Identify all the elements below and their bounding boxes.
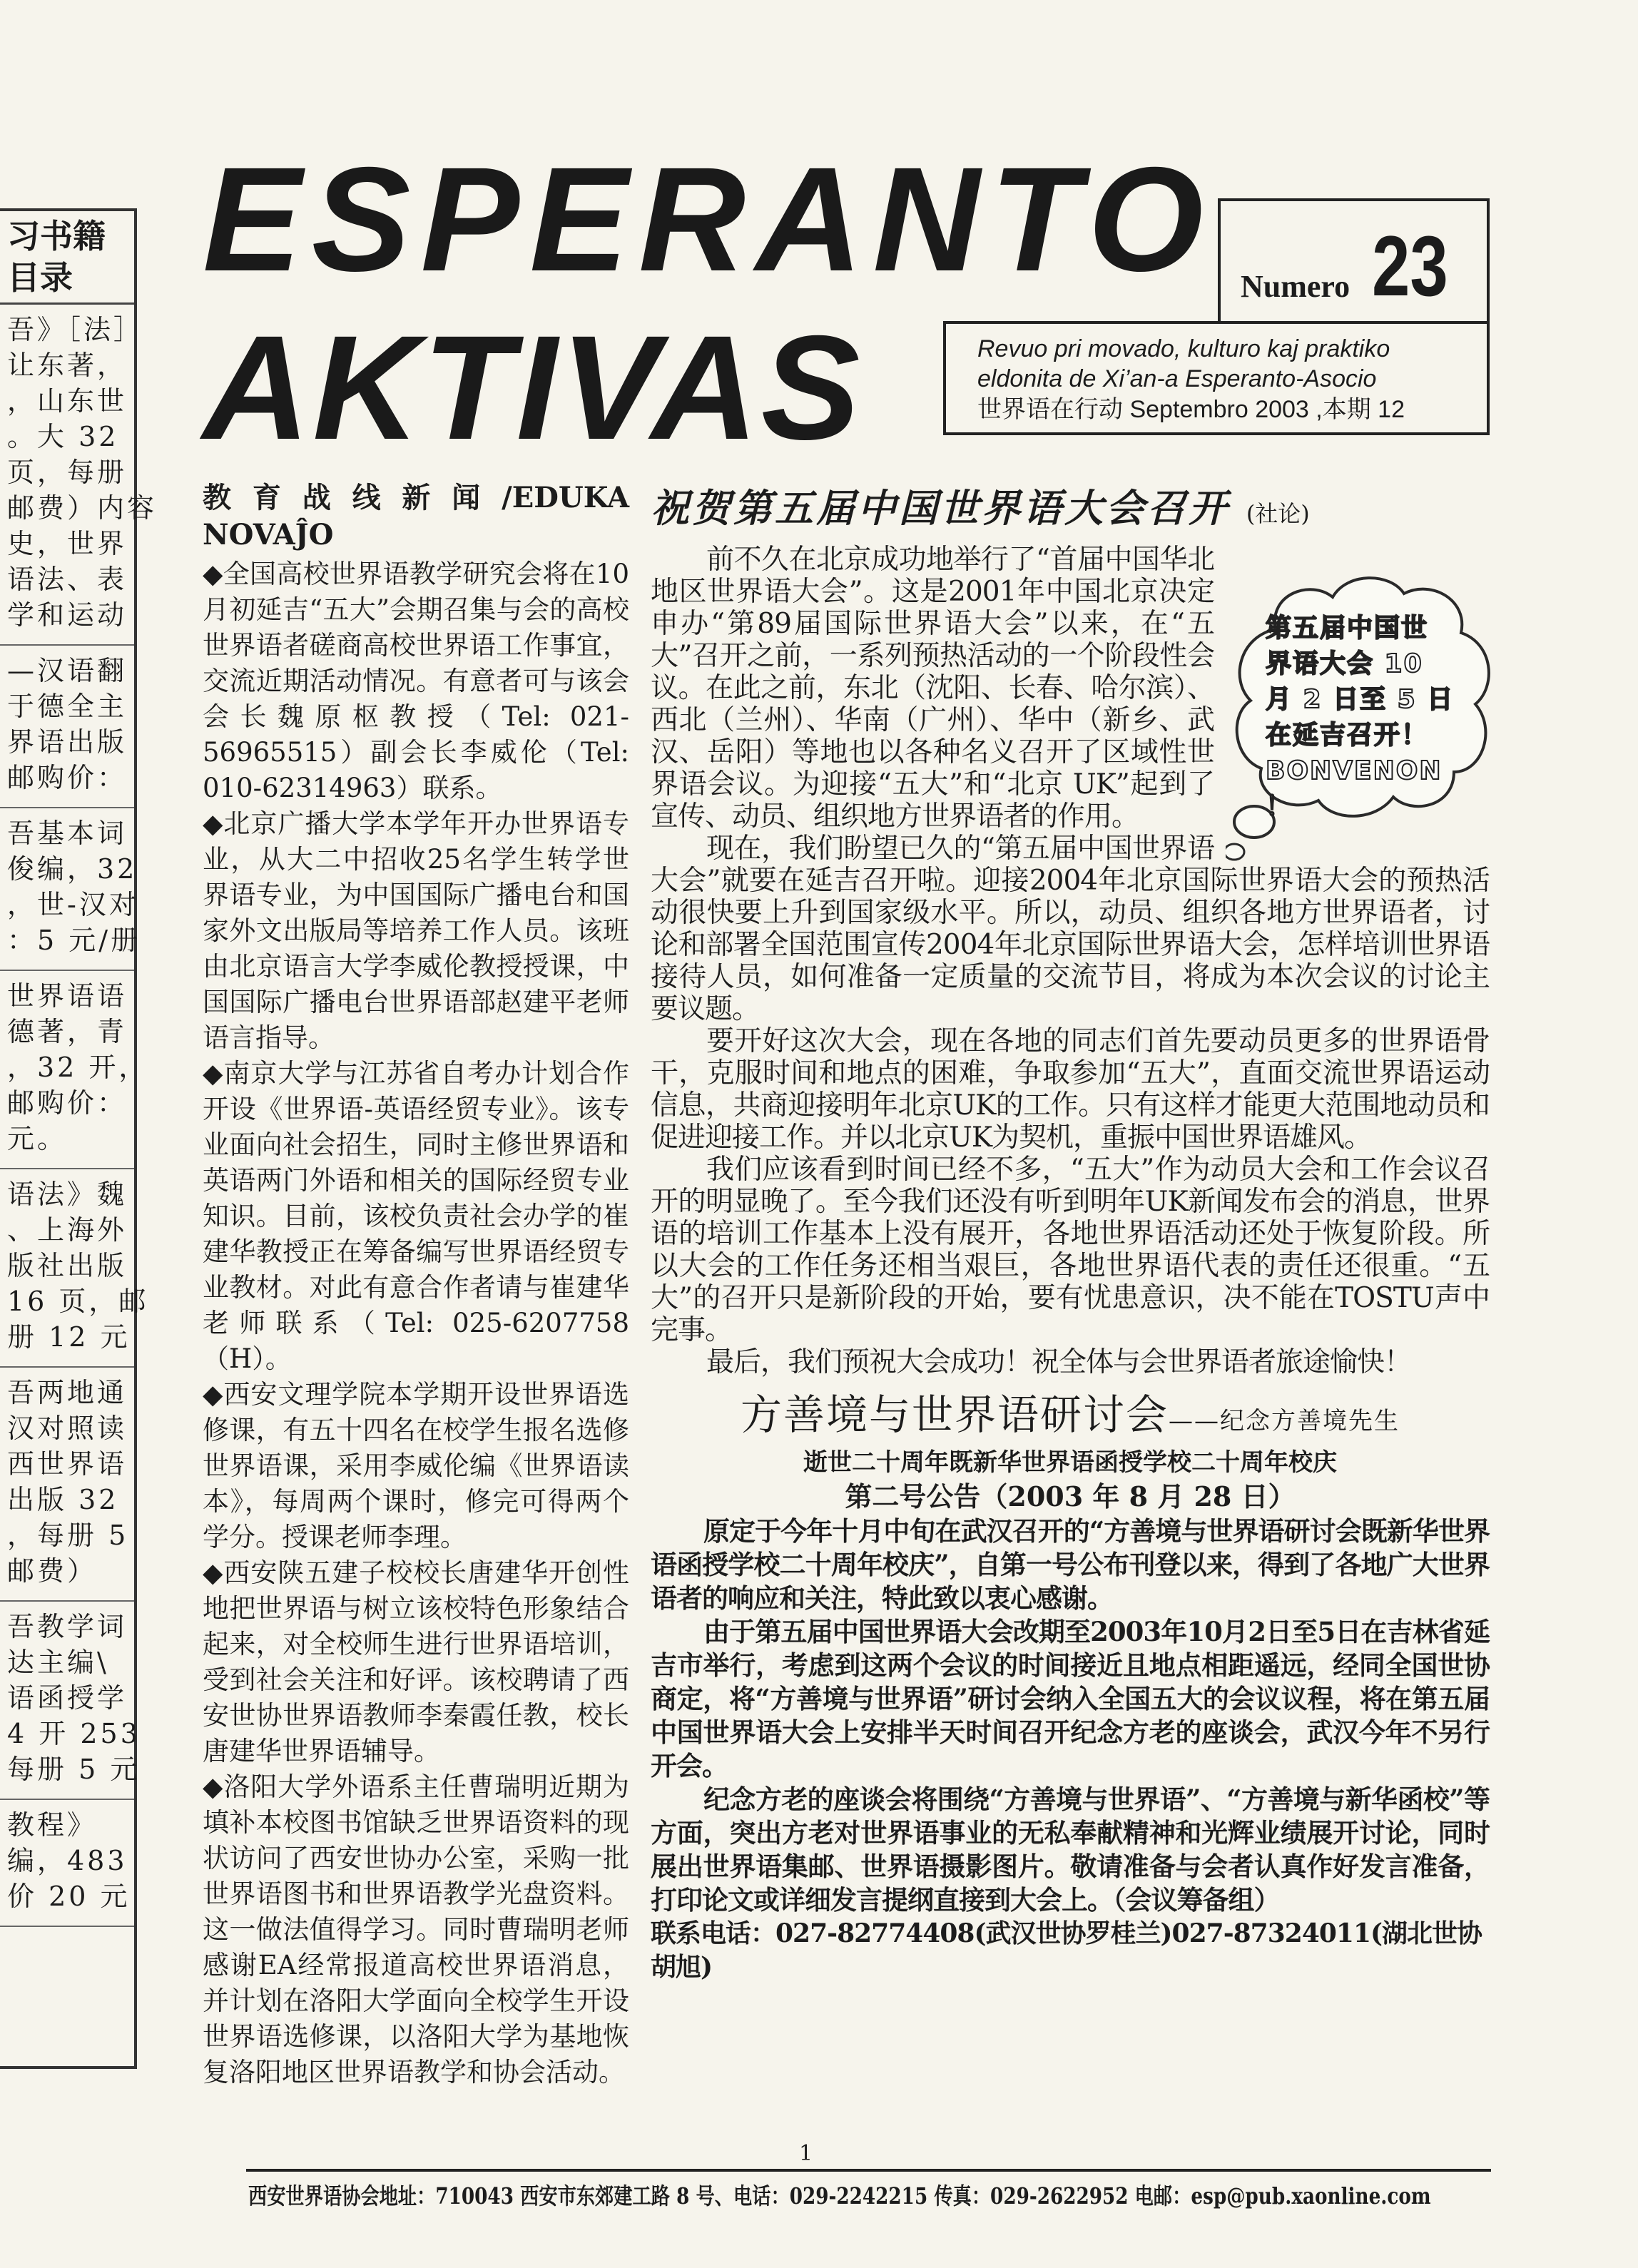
education-news-column (203, 479, 629, 2090)
catalog-entry-line: 让东著， (7, 350, 128, 381)
catalog-entry-line: 学和运动 (7, 599, 128, 631)
catalog-entry-line: 史，世界 (7, 528, 128, 559)
editorial-paragraph: 最后，我们预祝大会成功！祝全体与会世界语者旅途愉快！ (706, 1346, 1412, 1378)
catalog-entry-line: 教程》 (7, 1809, 98, 1841)
editorial-paragraph: 要开好这次大会，现在各地的同志们首先要动员更多的世界语骨干，克服时间和地点的困难，争取参加“五大”，直面交流世界语运动信息，共商迎接明年北京UK的工作。只有这样才能更大范围地动员和促进迎接工作。并以北京UK为契机，重振中国世界语雄风。 (651, 1025, 1490, 1154)
catalog-entry (0, 1368, 134, 1602)
catalog-entry-line: ：5 元/册 (7, 925, 141, 956)
catalog-entry-line: 邮购价： (7, 1087, 128, 1119)
subtitle-line: eldonita de Xi’an-a Esperanto-Asocio (977, 365, 1377, 392)
cloud-line: BONVENON ！ (1266, 756, 1443, 821)
masthead-subtitle-box (943, 321, 1490, 435)
catalog-entry-line: 价 20 元 (7, 1881, 131, 1912)
catalog-entry-line: 邮购价： (7, 762, 128, 793)
catalog-entry (0, 646, 134, 808)
catalog-entry-line: 界语出版 (7, 726, 128, 758)
news-item: ◆北京广播大学本学年开办世界语专业，从大二中招收25名学生转学世界语专业，为中国国际广播电台和国家外文出版局等培养工作人员。该班由北京语言大学李威伦教授授课，中国国际广播电台世界语部赵建平老师语言指导。 (203, 808, 629, 1053)
catalog-entry-line: 于德全主 (7, 691, 128, 722)
contact-phone: 联系电话：027-82774408(武汉世协罗桂兰)027-87324011(湖北世协胡旭) (651, 1918, 1482, 1982)
catalog-entry (0, 1602, 141, 1800)
catalog-entry-line: 吾教学词 (7, 1611, 128, 1642)
cloud-line: 月 2 日至 5 日 (1266, 685, 1455, 714)
announcement-notice-number: 第二号公告（2003 年 8 月 28 日） (845, 1480, 1296, 1512)
catalog-entry-line: 俊编，32 (7, 853, 138, 885)
catalog-entry-line: 版社出版 (7, 1250, 128, 1281)
masthead-title-line1: ESPERANTO (203, 137, 1214, 302)
catalog-entry-line: 、上海外 (7, 1214, 128, 1246)
catalog-entries (0, 305, 158, 1927)
catalog-entry-line: 世界语语 (7, 980, 128, 1012)
catalog-entry-line: 16 页，邮 (7, 1286, 149, 1317)
news-column-heading: 教育战线新闻/EDUKA NOVAĴO (203, 481, 629, 551)
announcement-subtitle: 逝世二十周年既新华世界语函授学校二十周年校庆 (803, 1448, 1337, 1477)
announcement-paragraph: 由于第五届中国世界语大会改期至2003年10月2日至5日在吉林省延吉市举行，考虑到这两个会议的时间接近且地点相距遥远，经同全国世协商定，将“方善境与世界语”研讨会纳入全国五大的会议议程，将在第五届中国世界语大会上安排半天时间召开纪念方老的座谈会，武汉今年不另行开会。 (651, 1616, 1490, 1781)
subtitle-line: Revuo pri movado, kulturo kaj praktiko (977, 335, 1390, 362)
catalog-entry (0, 808, 141, 971)
editorial-paragraph: 我们应该看到时间已经不多，“五大”作为动员大会和工作会议召开的明显晚了。至今我们还没有听到明年UK新闻发布会的消息，世界语的培训工作基本上没有展开，各地世界语活动还处于恢复阶段。所以大会的工作任务还相当艰巨，各地世界语代表的责任还很重。“五大”的召开只是新阶段的开始，要有忧患意识，决不能在TOSTU声中完事。 (651, 1154, 1490, 1346)
announcement-cloud-bubble (1226, 565, 1497, 865)
catalog-entry-line: 语法、表 (7, 564, 128, 595)
editorial-tag: (社论) (1246, 500, 1310, 527)
footer-rule (246, 2169, 1491, 2172)
catalog-heading (0, 211, 134, 305)
catalog-entry-line: 4 开 253 (7, 1718, 141, 1749)
catalog-entry-line: —汉语翻 (7, 655, 128, 686)
issue-number: 23 (1372, 218, 1448, 314)
catalog-entry (0, 305, 158, 646)
news-item: ◆西安文理学院本学期开设世界语选修课，有五十四名在校学生报名选修世界语课，采用李威伦编《世界语读本》，每周两个课时，修完可得两个学分。授课老师李理。 (203, 1379, 629, 1552)
catalog-entry-line: 册 12 元 (7, 1321, 131, 1353)
catalog-entry-line: 西世界语 (7, 1448, 128, 1480)
announcement-header (651, 1390, 1490, 1515)
issue-label: Numero (1241, 269, 1350, 304)
catalog-entry-line: ，世-汉对 (7, 889, 139, 920)
catalog-entry-line: 出版 32 (7, 1484, 119, 1515)
catalog-entry-line: ，山东世 (7, 385, 128, 417)
catalog-entry-line: 页，每册 (7, 457, 128, 488)
catalog-entry-line: 吾基本词 (7, 818, 128, 849)
catalog-entry (0, 1800, 134, 1927)
announcement-title-text: 方善境与世界语研讨会 (740, 1390, 1169, 1439)
catalog-entry-line: 德著，青 (7, 1016, 128, 1047)
cloud-line: 第五届中国世 (1266, 614, 1429, 643)
catalog-entry-line: 达主编\ (7, 1647, 109, 1678)
right-column (651, 485, 1490, 1984)
catalog-entry-line: 。大 32 (7, 421, 119, 452)
news-item: ◆洛阳大学外语系主任曹瑞明近期为填补本校图书馆缺乏世界语资料的现状访问了西安世协办公室，采购一批世界语图书和世界语教学光盘资料。这一做法值得学习。同时曹瑞明老师感谢EA经常报道高校世界语消息，并计划在洛阳大学面向全校学生开设世界语选修课，以洛阳大学为基地恢复洛阳地区世界语教学和协会活动。 (203, 1771, 629, 2088)
cloud-line: 界语大会 10 (1266, 649, 1423, 678)
catalog-entry-line: ，32 开， (7, 1052, 149, 1083)
editorial-paragraph: 现在，我们盼望已久的“第五届中国世界语大会”就要在延吉召开啦。迎接2004年北京国际世界语大会的预热活动很快要上升到国家级水平。所以，动员、组织各地方世界语者，讨论和部署全国范围宣传2004年北京国际世界语大会，怎样培训世界语接待人员，如何准备一定质量的交流节目，将成为本次会议的讨论主要议题。 (651, 833, 1490, 1025)
editorial-title-text: 祝贺第五届中国世界语大会召开 (651, 485, 1230, 531)
catalog-entry-line: 汉对照读 (7, 1413, 128, 1444)
catalog-entry-line: 语法》魏 (7, 1179, 128, 1210)
news-item: ◆西安陕五建子校校长唐建华开创性地把世界语与树立该校特色形象结合起来，对全校师生进行世界语培训，受到社会关注和好评。该校聘请了西安世协世界语教师李秦霞任教，校长唐建华世界语辅导。 (203, 1557, 629, 1766)
catalog-entry-line: 邮费）内容 (7, 492, 158, 524)
announcement-paragraph: 原定于今年十月中旬在武汉召开的“方善境与世界语研讨会既新华世界语函授学校二十周年校庆”，自第一号公布刊登以来，得到了各地广大世界语者的响应和关注，特此致以衷心感谢。 (651, 1515, 1490, 1614)
catalog-entry-line: ，每册 5 (7, 1520, 129, 1551)
footer-address: 西安世界语协会地址：710043 西安市东郊建工路 8 号、电话：029-2242215 传真：029-2622952 电邮：esp@pub.xaonline.com (248, 2182, 1431, 2209)
issue-number-box (1218, 198, 1490, 324)
catalog-entry-line: 语函授学 (7, 1682, 128, 1714)
catalog-entry (0, 1169, 149, 1368)
book-catalog-box (0, 208, 158, 2069)
news-item: ◆南京大学与江苏省自考办计划合作开设《世界语-英语经贸专业》。该专业面向社会招生，同时主修世界语和英语两门外语和相关的国际经贸专业知识。目前，该校负责社会办学的崔建华教授正在筹备编写世界语经贸专业教材。对此有意合作者请与崔建华老师联系（Tel: 025-6207758（H）。 (203, 1058, 629, 1374)
announcement-body (651, 1515, 1490, 1984)
announcement-title (651, 1390, 1490, 1446)
page-number: 1 (799, 2141, 813, 2166)
catalog-heading-line: 习书籍 (7, 217, 106, 255)
catalog-entry-line: 吾》［法］ (7, 314, 144, 345)
catalog-entry-line: 每册 5 元 (7, 1754, 141, 1785)
cloud-line: 在延吉召开！ (1266, 721, 1429, 750)
catalog-entry (0, 971, 149, 1169)
announcement-paragraph: 纪念方老的座谈会将围绕“方善境与世界语”、“方善境与新华函校”等方面，突出方老对世界语事业的无私奉献精神和光辉业绩展开讨论，同时展出世界语集邮、世界语摄影图片。敬请准备与会者认真作好发言准备，打印论文或详细发言提纲直接到大会上。（会议筹备组） (651, 1784, 1490, 1916)
catalog-entry-line: 编，483 (7, 1845, 128, 1876)
catalog-entry-line: 邮费） (7, 1555, 98, 1587)
news-item: ◆全国高校世界语教学研究会将在10月初延吉“五大”会期召集与会的高校世界语者磋商高校世界语工作事宜，交流近期活动情况。有意者可与该会会长魏原枢教授（Tel: 021-56965515）副会长李威伦（Tel: 010-62314963）联系。 (203, 559, 629, 803)
editorial-title (651, 485, 1490, 537)
masthead-title-line2: AKTIVAS (203, 305, 863, 471)
issue-date-line: 世界语在行动 Septembro 2003 ,本期 12 (977, 396, 1405, 423)
announcement-title-suffix: ——纪念方善境先生 (1169, 1407, 1400, 1435)
catalog-heading-line: 目录 (7, 258, 73, 297)
cloud-text (1266, 611, 1472, 825)
editorial-paragraph: 前不久在北京成功地举行了“首届中国华北地区世界语大会”。这是2001年中国北京决定申办“第89届国际世界语大会”以来，在“五大”召开之前，一系列预热活动的一个阶段性会议。在此之前，东北（沈阳、长春、哈尔滨）、西北（兰州）、华南（广州）、华中（新乡、武汉、岳阳）等地也以各种名义召开了区域性世界语会议。为迎接“五大”和“北京 UK”起到了宣传、动员、组织地方世界语者的作用。 (651, 544, 1214, 833)
catalog-entry-line: 吾两地通 (7, 1377, 128, 1408)
catalog-entry-line: 元。 (7, 1123, 68, 1154)
